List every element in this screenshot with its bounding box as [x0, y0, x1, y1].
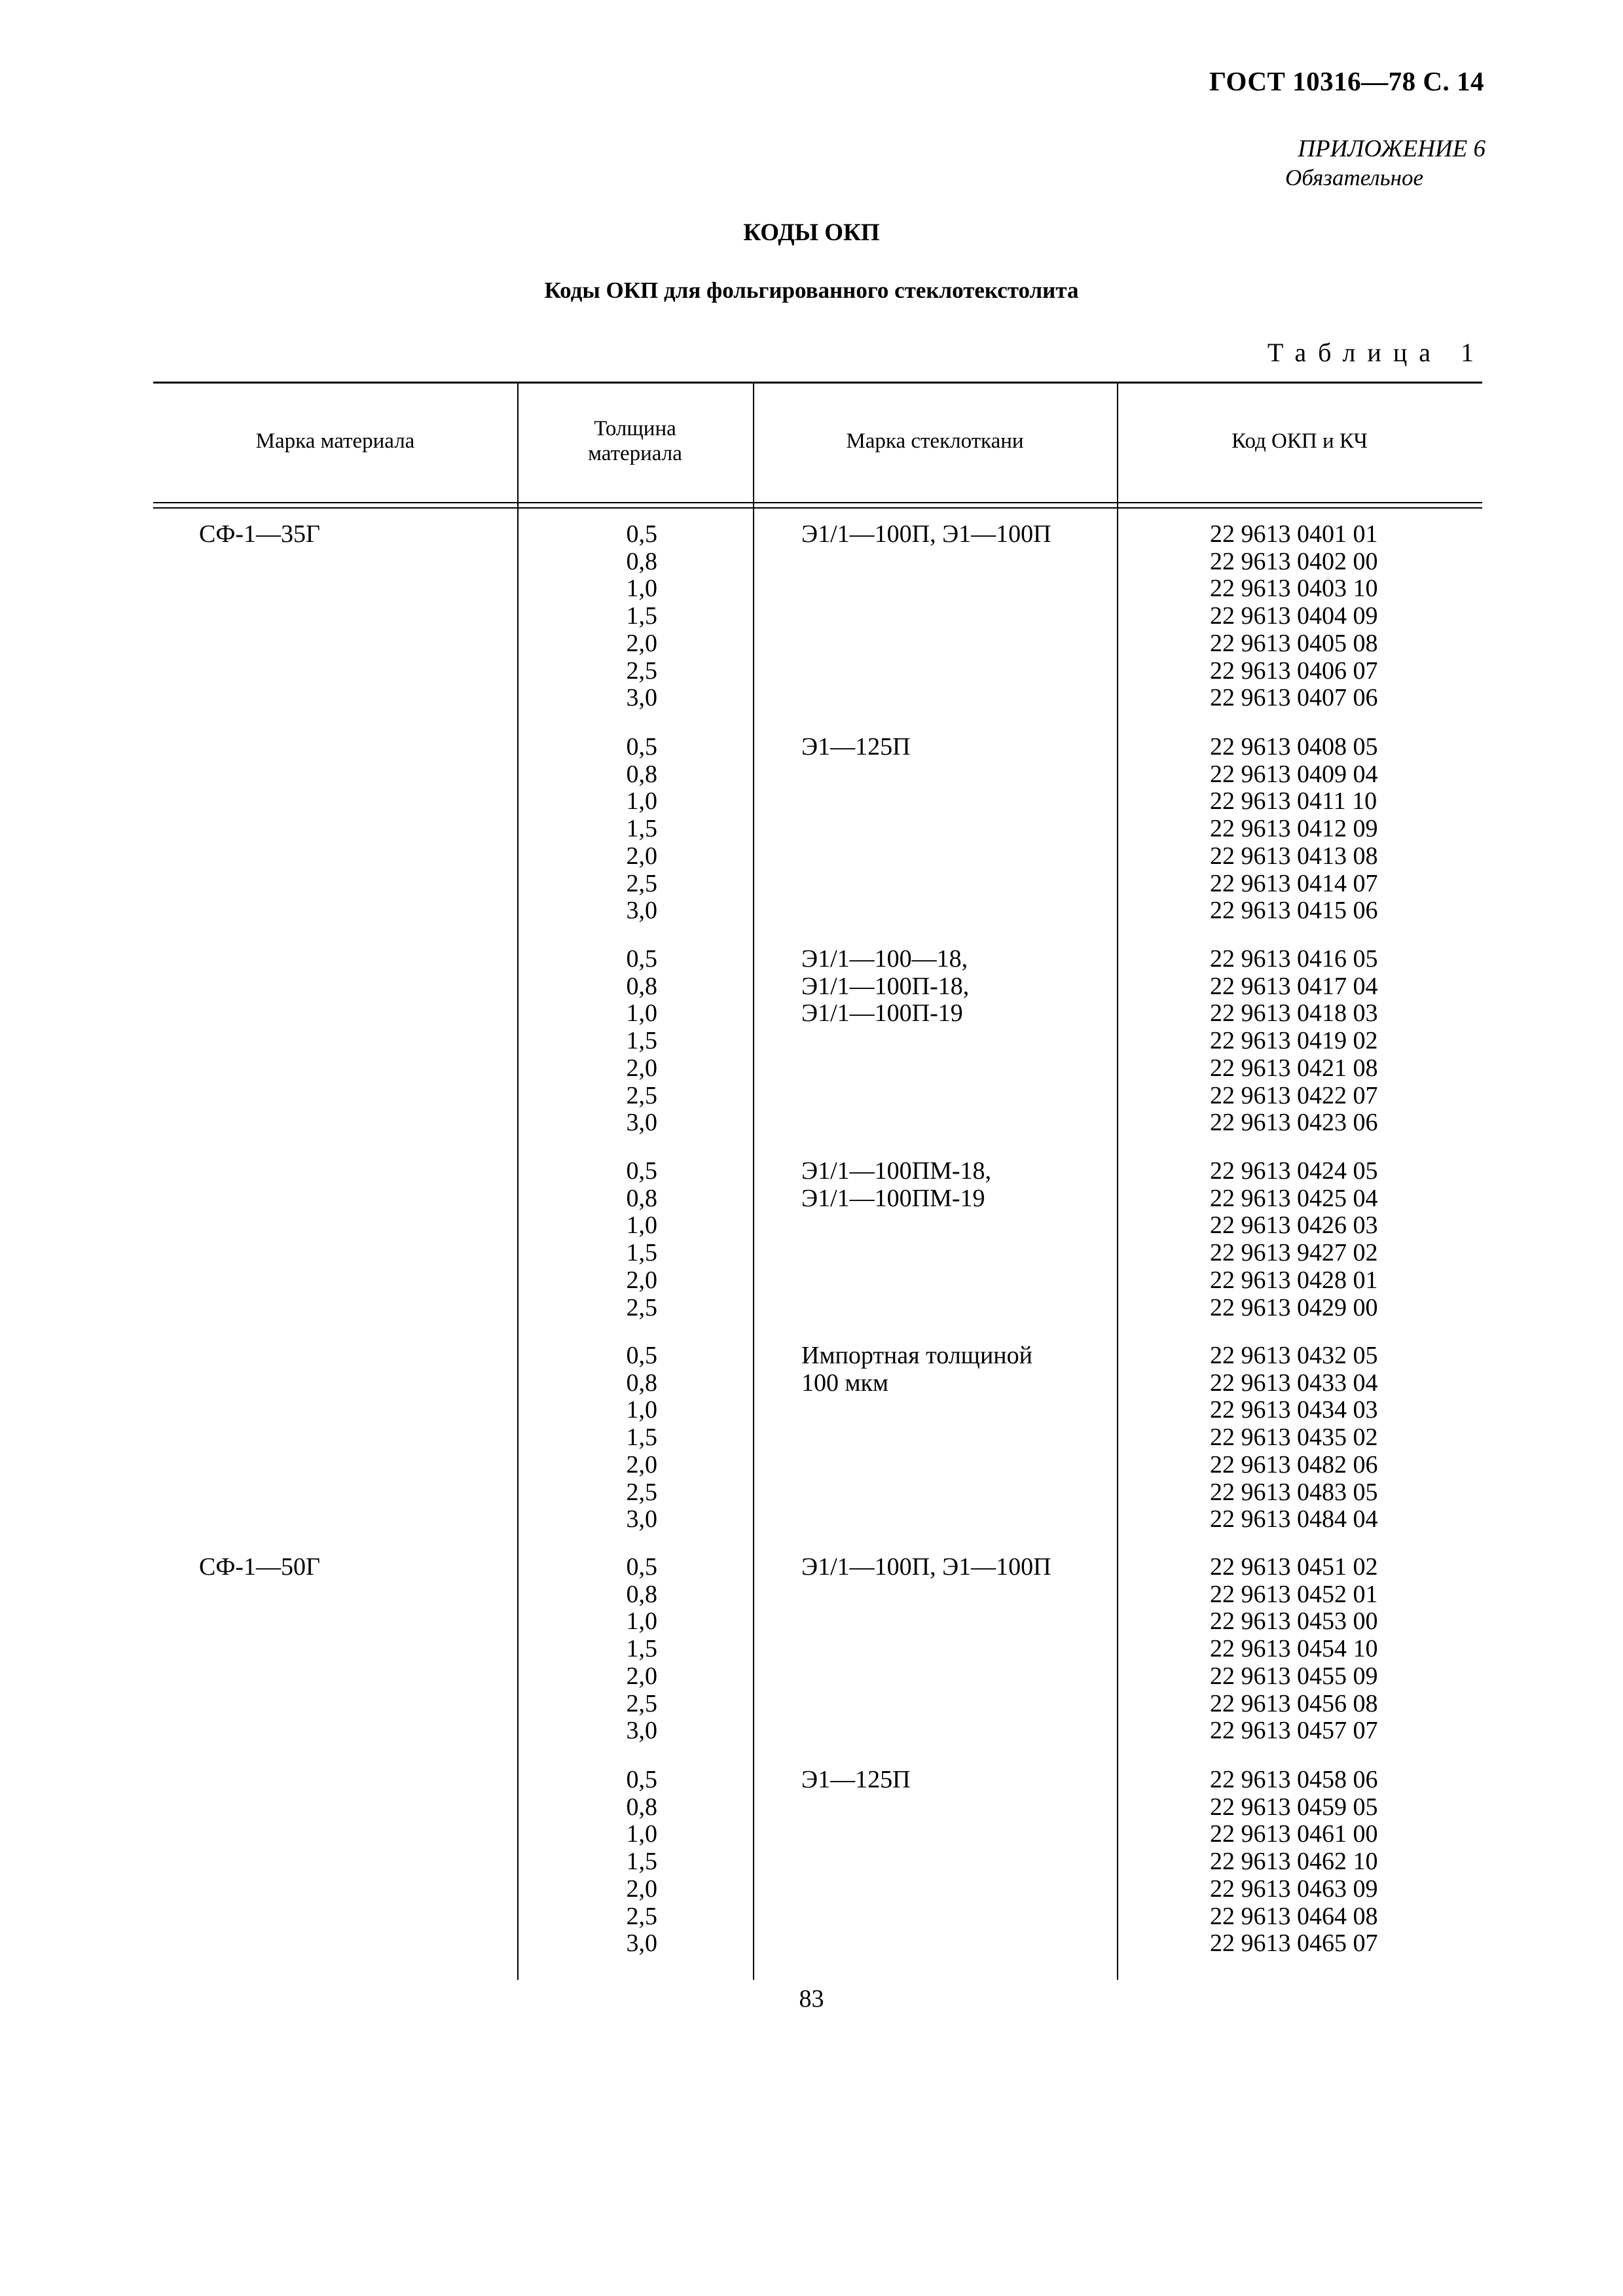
okp-code: 22 9613 0414 07: [1210, 869, 1378, 897]
thickness-value: 3,0: [626, 1109, 657, 1137]
fabric-grade-cell: [801, 946, 1116, 1028]
thickness-value: 1,0: [626, 787, 657, 816]
okp-code: 22 9613 0408 05: [1210, 733, 1378, 761]
thickness-value: 1,0: [626, 1396, 657, 1424]
page-subtitle: Коды ОКП для фольгированного стеклотекстолита: [544, 278, 1079, 303]
okp-code: 22 9613 0461 00: [1210, 1820, 1378, 1848]
column-header-thickness-line: Толщина: [594, 417, 676, 441]
okp-code: 22 9613 0423 06: [1210, 1109, 1378, 1137]
fabric-grade-cell: [801, 521, 1116, 548]
okp-code: 22 9613 0453 00: [1210, 1607, 1378, 1636]
thickness-value: 1,0: [626, 1211, 657, 1240]
thickness-value: 1,5: [626, 815, 657, 843]
fabric-grade-cell: [801, 1767, 1116, 1794]
okp-code: 22 9613 0484 04: [1210, 1505, 1378, 1534]
okp-code: 22 9613 0482 06: [1210, 1450, 1378, 1479]
okp-code: 22 9613 0418 03: [1210, 999, 1378, 1028]
fabric-grade: 100 мкм: [801, 1369, 889, 1397]
okp-code: 22 9613 0433 04: [1210, 1369, 1378, 1397]
thickness-value: 0,5: [626, 1766, 657, 1793]
document-code: ГОСТ 10316—78 С. 14: [1209, 66, 1484, 96]
thickness-value: 1,5: [626, 602, 657, 630]
thickness-value: 1,5: [626, 1027, 657, 1055]
page-title: КОДЫ ОКП: [743, 219, 880, 246]
thickness-value: 2,0: [626, 1874, 657, 1903]
okp-code: 22 9613 0421 08: [1210, 1054, 1378, 1082]
header-rule: [153, 502, 1482, 503]
okp-code: 22 9613 0409 04: [1210, 760, 1378, 788]
thickness-value: 1,5: [626, 1424, 657, 1452]
fabric-grade: Э1—125П: [801, 733, 911, 761]
okp-code: 22 9613 0458 06: [1210, 1766, 1378, 1793]
thickness-value: 0,5: [626, 1157, 657, 1185]
thickness-value: 1,5: [626, 1848, 657, 1876]
fabric-grade: Импортная толщиной: [801, 1342, 1032, 1369]
okp-code: 22 9613 0407 06: [1210, 684, 1378, 712]
fabric-grade: Э1/1—100П-18,: [801, 972, 970, 1000]
thickness-value: 2,0: [626, 842, 657, 870]
okp-code: 22 9613 0405 08: [1210, 629, 1378, 657]
okp-code: 22 9613 0402 00: [1210, 547, 1378, 575]
thickness-value: 1,5: [626, 1635, 657, 1663]
thickness-value: 1,0: [626, 575, 657, 603]
thickness-value: 0,5: [626, 1342, 657, 1369]
okp-code: 22 9613 0406 07: [1210, 656, 1378, 685]
thickness-value: 0,5: [626, 733, 657, 761]
okp-code-cell: [1210, 1342, 1472, 1534]
thickness-value: 0,5: [626, 520, 657, 548]
okp-code: 22 9613 0455 09: [1210, 1662, 1378, 1690]
thickness-value: 0,8: [626, 1369, 657, 1397]
thickness-value: 0,8: [626, 760, 657, 788]
thickness-value: 0,5: [626, 1553, 657, 1581]
thickness-value: 0,5: [626, 945, 657, 973]
material-grade: СФ-1—50Г: [199, 1553, 320, 1581]
okp-code-cell: [1210, 1554, 1472, 1745]
thickness-value: 2,0: [626, 1054, 657, 1082]
thickness-value: 2,0: [626, 1662, 657, 1690]
column-divider: [517, 382, 519, 1980]
okp-code: 22 9613 0465 07: [1210, 1929, 1378, 1958]
okp-code: 22 9613 0429 00: [1210, 1293, 1378, 1321]
okp-code: 22 9613 0451 02: [1210, 1553, 1378, 1581]
okp-code: 22 9613 0457 07: [1210, 1717, 1378, 1745]
okp-code: 22 9613 0434 03: [1210, 1396, 1378, 1424]
thickness-value: 2,5: [626, 869, 657, 897]
thickness-value: 0,8: [626, 972, 657, 1000]
thickness-value: 1,0: [626, 1820, 657, 1848]
okp-code: 22 9613 0425 04: [1210, 1184, 1378, 1212]
okp-code: 22 9613 0435 02: [1210, 1424, 1378, 1452]
table-label: Таблица 1: [1267, 338, 1486, 367]
fabric-grade: Э1/1—100—18,: [801, 945, 968, 973]
fabric-grade: Э1/1—100П-19: [801, 999, 963, 1028]
okp-code: 22 9613 0412 09: [1210, 815, 1378, 843]
fabric-grade: Э1/1—100П, Э1—100П: [801, 520, 1051, 548]
column-header-fabric: Марка стеклоткани: [846, 429, 1024, 454]
okp-code-cell: [1210, 734, 1472, 925]
thickness-value: 2,5: [626, 1293, 657, 1321]
thickness-value: 2,5: [626, 1689, 657, 1717]
okp-code-cell: [1210, 521, 1472, 712]
header-rule-double: [153, 507, 1482, 509]
okp-code: 22 9613 0456 08: [1210, 1689, 1378, 1717]
thickness-value: 3,0: [626, 1505, 657, 1534]
column-header-thickness-line: материала: [588, 442, 682, 465]
okp-code: 22 9613 0417 04: [1210, 972, 1378, 1000]
thickness-value: 2,5: [626, 656, 657, 685]
thickness-value: 3,0: [626, 1717, 657, 1745]
thickness-value: 0,8: [626, 1793, 657, 1821]
okp-code: 22 9613 0413 08: [1210, 842, 1378, 870]
thickness-value: 3,0: [626, 684, 657, 712]
thickness-value: 2,0: [626, 629, 657, 657]
okp-code: 22 9613 0419 02: [1210, 1027, 1378, 1055]
thickness-value: 0,8: [626, 547, 657, 575]
column-header-code: Код ОКП и КЧ: [1231, 429, 1368, 454]
appendix-status: Обязательное: [1285, 165, 1423, 190]
okp-code: 22 9613 0403 10: [1210, 575, 1378, 603]
thickness-value: 2,5: [626, 1081, 657, 1109]
okp-code-cell: [1210, 946, 1472, 1137]
okp-code: 22 9613 0462 10: [1210, 1848, 1378, 1876]
okp-code: 22 9613 0432 05: [1210, 1342, 1378, 1369]
fabric-grade-cell: [801, 1342, 1116, 1397]
thickness-value: 0,8: [626, 1580, 657, 1608]
okp-code: 22 9613 0415 06: [1210, 897, 1378, 925]
thickness-value: 2,5: [626, 1902, 657, 1930]
appendix-label: ПРИЛОЖЕНИЕ 6: [1298, 135, 1486, 162]
fabric-grade-cell: [801, 734, 1116, 761]
okp-code: 22 9613 0463 09: [1210, 1874, 1378, 1903]
column-header-material: Марка материала: [255, 429, 415, 454]
fabric-grade: Э1/1—100ПМ-18,: [801, 1157, 992, 1185]
material-grade: СФ-1—35Г: [199, 520, 320, 548]
column-divider: [753, 382, 754, 1980]
thickness-value: 1,0: [626, 1607, 657, 1636]
thickness-value: 1,5: [626, 1239, 657, 1267]
okp-code: 22 9613 0428 01: [1210, 1266, 1378, 1294]
okp-code: 22 9613 0464 08: [1210, 1902, 1378, 1930]
thickness-value: 0,8: [626, 1184, 657, 1212]
okp-code: 22 9613 0426 03: [1210, 1211, 1378, 1240]
okp-code: 22 9613 0416 05: [1210, 945, 1378, 973]
thickness-value: 2,0: [626, 1450, 657, 1479]
thickness-value: 2,5: [626, 1478, 657, 1506]
okp-code: 22 9613 0459 05: [1210, 1793, 1378, 1821]
okp-code: 22 9613 0411 10: [1210, 787, 1377, 816]
fabric-grade: Э1—125П: [801, 1766, 911, 1793]
fabric-grade-cell: [801, 1554, 1116, 1581]
fabric-grade: Э1/1—100П, Э1—100П: [801, 1553, 1051, 1581]
column-header-thickness: [517, 382, 753, 502]
fabric-grade-cell: [801, 1158, 1116, 1212]
okp-code: 22 9613 0404 09: [1210, 602, 1378, 630]
thickness-value: 3,0: [626, 1929, 657, 1958]
okp-code: 22 9613 0452 01: [1210, 1580, 1378, 1608]
thickness-value: 1,0: [626, 999, 657, 1028]
okp-code-cell: [1210, 1158, 1472, 1321]
okp-codes-table: [153, 382, 1482, 1980]
page-number: 83: [799, 1985, 824, 2013]
column-divider: [1117, 382, 1118, 1980]
okp-code: 22 9613 9427 02: [1210, 1239, 1378, 1267]
fabric-grade: Э1/1—100ПМ-19: [801, 1184, 985, 1212]
thickness-value: 3,0: [626, 897, 657, 925]
okp-code: 22 9613 0401 01: [1210, 520, 1378, 548]
okp-code: 22 9613 0454 10: [1210, 1635, 1378, 1663]
thickness-value: 2,0: [626, 1266, 657, 1294]
okp-code-cell: [1210, 1767, 1472, 1958]
okp-code: 22 9613 0424 05: [1210, 1157, 1378, 1185]
okp-code: 22 9613 0422 07: [1210, 1081, 1378, 1109]
okp-code: 22 9613 0483 05: [1210, 1478, 1378, 1506]
